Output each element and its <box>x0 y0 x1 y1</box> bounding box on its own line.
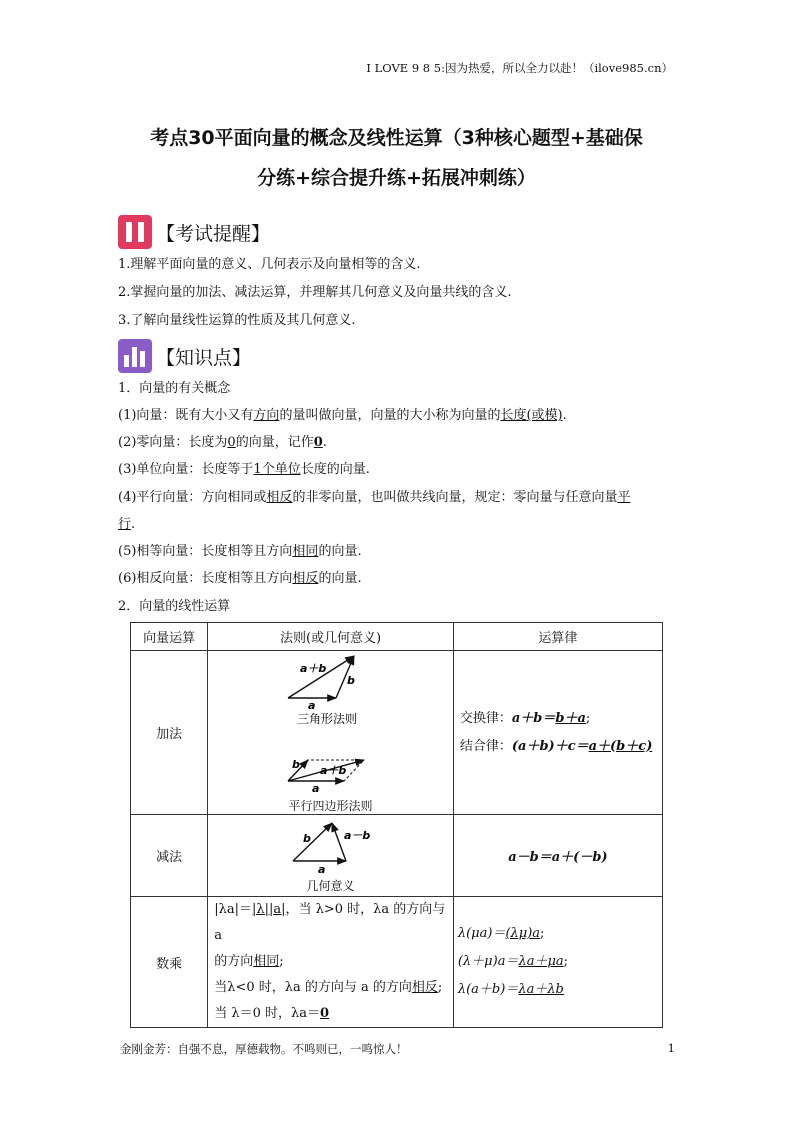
knowledge-line-equal-vector: (5)相等向量：长度相等且方向相同的向量. <box>118 544 362 559</box>
section-exam-tips <box>118 214 270 250</box>
knowledge-heading-2: 2．向量的线性运算 <box>118 599 231 614</box>
table-header: 法则(或几何意义) <box>208 623 454 651</box>
scalar-multiplication-rules: |λa|＝|λ||a|，当 λ>0 时，λa 的方向与 a 的方向相同; 当λ<0 时，λa 的方向与 a 的方向相反; 当 λ＝0 时，λa＝0 <box>208 897 454 1028</box>
knowledge-heading-1: 1．向量的有关概念 <box>118 381 231 396</box>
op-name-subtraction: 减法 <box>131 815 208 897</box>
addition-laws <box>453 651 662 815</box>
exam-tips-icon <box>118 215 152 249</box>
section-title-exam-tips: 【考试提醒】 <box>156 222 271 245</box>
page-title <box>100 118 693 198</box>
section-title-knowledge: 【知识点】 <box>156 346 252 369</box>
addition-diagrams <box>208 651 454 815</box>
tip-item: 1.理解平面向量的意义、几何表示及向量相等的含义. <box>118 257 421 272</box>
commutative-law: 交换律：a＋b＝b＋a; <box>459 710 591 726</box>
section-knowledge <box>118 338 251 374</box>
knowledge-line-vector: (1)向量：既有大小又有方向的量叫做向量，向量的大小称为向量的长度(或模). <box>118 408 567 423</box>
knowledge-line-opposite-vector: (6)相反向量：长度相等且方向相反的向量. <box>118 571 362 586</box>
bar-chart-icon <box>118 339 152 373</box>
label-b: b <box>292 758 301 771</box>
table-row-scalar-multiplication <box>131 897 663 1028</box>
table-row-addition <box>131 651 663 815</box>
scalar-multiplication-laws: λ(μa)＝(λμ)a; (λ＋μ)a＝λa＋μa; λ(a＋b)＝λa＋λb <box>453 897 662 1028</box>
title-line-2: 分练+综合提升练+拓展冲刺练） <box>257 167 536 189</box>
label-a: a <box>308 699 316 712</box>
page-footer-motto: 金刚金芳：自强不息，厚德载物。不鸣则已，一鸣惊人！ <box>120 1042 408 1056</box>
caption-parallelogram-rule: 平行四边形法则 <box>288 799 373 813</box>
table-header: 向量运算 <box>131 623 208 651</box>
label-a: a <box>318 863 326 876</box>
subtraction-diagram-svg <box>208 817 447 877</box>
knowledge-line-unit-vector: (3)单位向量：长度等于1个单位长度的向量. <box>118 462 370 477</box>
linear-operations-table <box>130 622 663 1028</box>
associative-law: 结合律：(a＋b)＋c＝a＋(b＋c) <box>459 738 653 754</box>
label-b: b <box>347 674 356 687</box>
knowledge-line-zero-vector: (2)零向量：长度为0的向量，记作0. <box>118 435 327 450</box>
page-number: 1 <box>667 1041 675 1055</box>
label-a-plus-b: a＋b <box>300 662 327 675</box>
table-row-subtraction <box>131 815 663 897</box>
label-a-plus-b: a＋b <box>320 764 347 777</box>
addition-diagram <box>208 651 447 799</box>
op-name-addition: 加法 <box>131 651 208 815</box>
table-header: 运算律 <box>453 623 662 651</box>
page-header: I LOVE 9 8 5:因为热爱，所以全力以赴！（ilove985.cn） <box>366 61 673 75</box>
subtraction-diagram <box>208 815 454 897</box>
label-b: b <box>303 832 312 845</box>
title-line-1: 考点30平面向量的概念及线性运算（3种核心题型+基础保 <box>150 127 643 149</box>
caption-geometric-meaning: 几何意义 <box>306 879 355 893</box>
op-name-scalar-multiplication: 数乘 <box>131 897 208 1028</box>
label-a-minus-b: a－b <box>344 829 371 842</box>
tip-item: 2.掌握向量的加法、减法运算，并理解其几何意义及向量共线的含义. <box>118 285 512 300</box>
caption-triangle-rule: 三角形法则 <box>297 712 358 726</box>
tip-item: 3.了解向量线性运算的性质及其几何意义. <box>118 313 356 328</box>
knowledge-line-parallel-vector: (4)平行向量：方向相同或相反的非零向量，也叫做共线向量，规定：零向量与任意向量平 <box>118 490 631 505</box>
label-a: a <box>312 782 320 795</box>
table-header-row <box>131 623 663 651</box>
subtraction-law: a－b＝a＋(－b) <box>453 815 662 897</box>
knowledge-line-parallel-cont: 行. <box>118 517 136 532</box>
